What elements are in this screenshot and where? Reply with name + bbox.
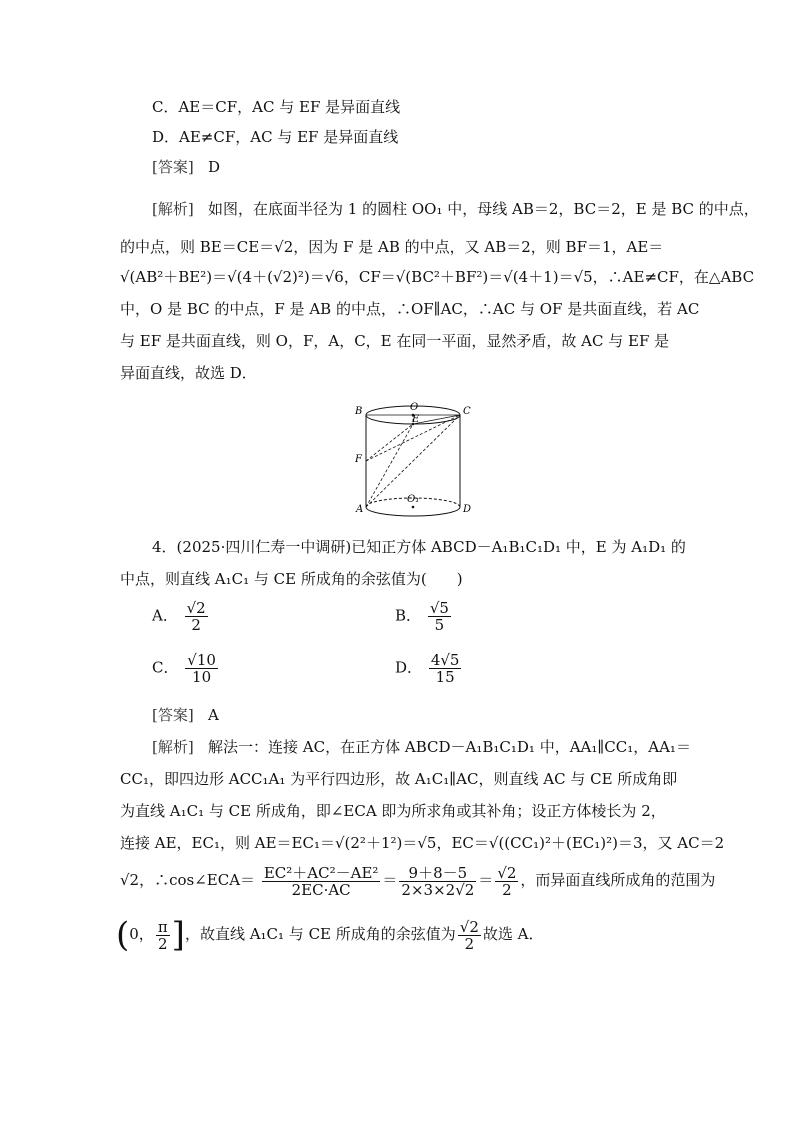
- analysis-line-5: 与 EF 是共面直线，则 O，F，A，C，E 在同一平面，显然矛盾，故 AC 与 EF 是: [120, 332, 670, 350]
- cos-fraction-2: $\frac{9+8-5}{2\times 3\times 2√2}$: [401, 863, 475, 899]
- q4-analysis-line-4: 连接 AE，EC₁，则 AE＝EC₁＝√(2²＋1²)＝√5，EC＝√((CC₁)²＋(EC₁)²)＝3，又 AC＝2: [120, 834, 725, 852]
- analysis-line-3: √(AB²＋BE²)＝√(4＋(√2)²)＝√6，CF＝√(BC²＋BF²)＝√(4＋1)＝√5，∴AE≠CF，在△ABC: [120, 268, 755, 286]
- q4-stem-line-1: 4．(2025·四川仁寿一中调研)已知正方体 ABCD－A₁B₁C₁D₁ 中，E 为 A₁D₁ 的: [152, 538, 686, 556]
- q4-option-b: [395, 600, 453, 633]
- q4-option-a: [152, 600, 210, 633]
- answer-tag: [答案]: [152, 158, 194, 176]
- answer-tag: [答案]: [152, 706, 194, 724]
- label-d: D: [463, 504, 472, 515]
- option-fraction: $\frac{√10}{10}$: [187, 651, 216, 686]
- label-o: O: [410, 402, 419, 413]
- range-text: ，而异面直线所成角的范围为: [520, 871, 716, 889]
- label-o1: O₁: [407, 494, 420, 505]
- analysis-line-4: 中，O 是 BC 的中点，F 是 AB 的中点，∴OF∥AC，∴AC 与 OF 是共面直线，若 AC: [120, 300, 700, 318]
- analysis-text: 如图，在底面半径为 1 的圆柱 OO₁ 中，母线 AB＝2，BC＝2，E 是 BC 的中点，: [208, 200, 759, 218]
- option-label: B．: [395, 606, 422, 625]
- q4-answer-line: [152, 704, 219, 726]
- q4-analysis-line-6: [116, 914, 544, 955]
- answer-value: D: [208, 158, 221, 176]
- range-pi-fraction: $\frac{\pi}{2}$: [157, 917, 168, 953]
- option-label: C．: [152, 658, 179, 677]
- label-e: E: [412, 414, 420, 425]
- q4-analysis-line-2: CC₁，即四边形 ACC₁A₁ 为平行四边形，故 A₁C₁∥AC，则直线 AC 与 CE 所成角即: [120, 770, 678, 788]
- q4-stem-line-2: 中点，则直线 A₁C₁ 与 CE 所成角的余弦值为( ): [120, 570, 463, 588]
- conclusion-end: 故选 A．: [482, 925, 544, 943]
- option-c-text: C．AE＝CF，AC 与 EF 是异面直线: [152, 98, 401, 116]
- option-fraction: $\frac{√2}{2}$: [186, 599, 206, 634]
- cos-prefix: √2，∴cos∠ECA＝: [120, 871, 256, 889]
- analysis-tag: [解析]: [152, 200, 194, 218]
- range-close-bracket: ]: [171, 915, 185, 955]
- line-ae: [366, 424, 413, 507]
- analysis-line-1: [152, 198, 759, 220]
- q4-analysis-line-5: √2，∴cos∠ECA＝ $\frac{\text{EC²＋AC²－AE²}}{2EC\cdot AC}$ ＝ $\frac{9+8-5}{2\times 3\times 2√2}$ ＝ $\frac{√2}{2}$ ，而异面直线所成角的范围为: [120, 863, 716, 899]
- range-zero: 0，: [129, 925, 154, 943]
- analysis-tag: [解析]: [152, 738, 194, 756]
- range-open-bracket: (: [116, 915, 130, 955]
- label-f: F: [355, 454, 362, 465]
- answer-value: A: [208, 706, 219, 724]
- label-a: A: [356, 504, 364, 515]
- conclusion-text: ，故直线 A₁C₁ 与 CE 所成角的余弦值为: [184, 925, 456, 943]
- bottom-front-arc: [366, 507, 460, 516]
- cylinder-figure: [355, 398, 475, 518]
- cos-fraction-3: $\frac{√2}{2}$: [497, 863, 517, 899]
- label-c: C: [463, 406, 471, 417]
- option-label: A．: [152, 606, 178, 625]
- conclusion-fraction: $\frac{√2}{2}$: [459, 917, 479, 953]
- cos-fraction-1: $\frac{\text{EC²＋AC²－AE²}}{2EC\cdot AC}$: [263, 863, 379, 899]
- option-fraction: $\frac{√5}{5}$: [429, 599, 449, 634]
- label-b: B: [355, 406, 363, 417]
- analysis-text: 解法一：连接 AC，在正方体 ABCD－A₁B₁C₁D₁ 中，AA₁∥CC₁，AA₁＝: [208, 738, 691, 756]
- answer-line: [152, 156, 220, 178]
- analysis-line-6: 异面直线，故选 D．: [120, 364, 257, 382]
- analysis-line-2: 的中点，则 BE＝CE＝√2，因为 F 是 AB 的中点，又 AB＝2，则 BF＝1，AE＝: [120, 238, 664, 256]
- option-d-text: D．AE≠CF，AC 与 EF 是异面直线: [152, 128, 399, 146]
- option-fraction: $\frac{4√5}{15}$: [430, 651, 460, 686]
- point-o1: [412, 506, 415, 509]
- q4-analysis-line-1: [152, 736, 691, 758]
- q4-option-c: [152, 652, 220, 685]
- option-label: D．: [395, 658, 423, 677]
- q4-option-d: [395, 652, 463, 685]
- q4-analysis-line-3: 为直线 A₁C₁ 与 CE 所成角，即∠ECA 即为所求角或其补角；设正方体棱长为 2，: [120, 802, 666, 820]
- line-fe: [366, 424, 413, 461]
